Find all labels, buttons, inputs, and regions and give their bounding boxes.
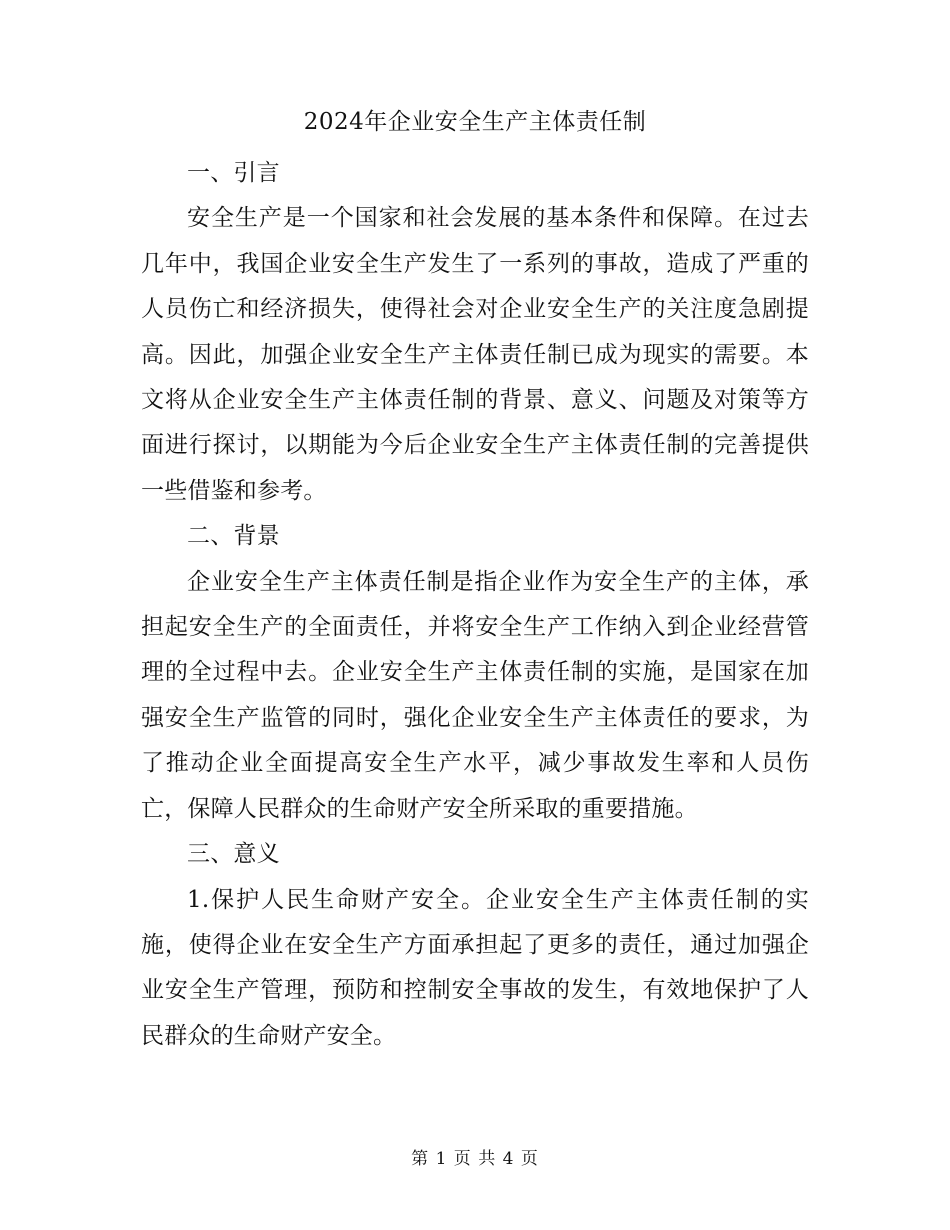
paragraph-introduction: 安全生产是一个国家和社会发展的基本条件和保障。在过去几年中，我国企业安全生产发生了一系列的事故，造成了严重的人员伤亡和经济损失，使得社会对企业安全生产的关注度急剧提高。因此，加强企业安全生产主体责任制已成为现实的需要。本文将从企业安全生产主体责任制的背景、意义、问题及对策等方面进行探讨，以期能为今后企业安全生产主体责任制的完善提供一些借鉴和参考。 xyxy=(141,205,809,504)
heading-introduction: 一、引言 xyxy=(187,160,280,186)
page-footer: 第 1 页 共 4 页 xyxy=(411,1149,539,1169)
paragraph-background: 企业安全生产主体责任制是指企业作为安全生产的主体，承担起安全生产的全面责任，并将安全生产工作纳入到企业经营管理的全过程中去。企业安全生产主体责任制的实施，是国家在加强安全生产监管的同时，强化企业安全生产主体责任的要求，为了推动企业全面提高安全生产水平，减少事故发生率和人员伤亡，保障人民群众的生命财产安全所采取的重要措施。 xyxy=(141,568,809,822)
paragraph-significance-1: 1.保护人民生命财产安全。企业安全生产主体责任制的实施，使得企业在安全生产方面承担起了更多的责任，通过加强企业安全生产管理，预防和控制安全事故的发生，有效地保护了人民群众的生命财产安全。 xyxy=(141,886,809,1049)
heading-background: 二、背景 xyxy=(187,523,280,550)
heading-significance: 三、意义 xyxy=(187,841,280,868)
document-body xyxy=(141,151,809,1059)
document-title: 2024年企业安全生产主体责任制 xyxy=(303,109,647,135)
